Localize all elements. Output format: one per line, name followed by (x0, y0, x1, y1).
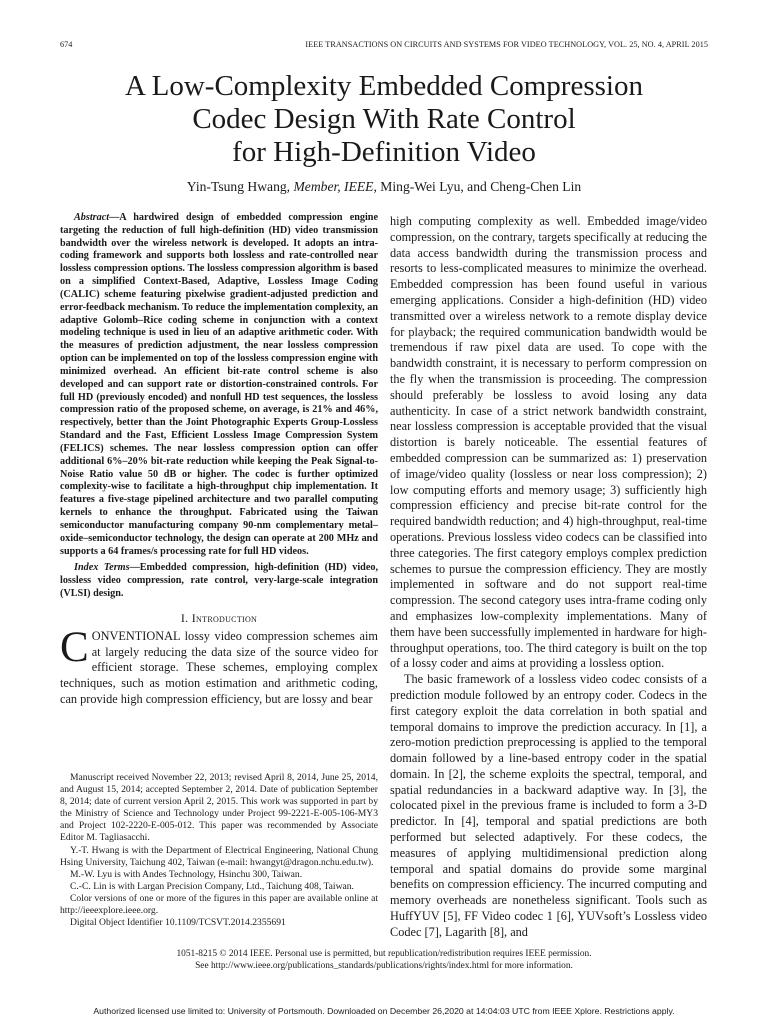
running-head (60, 38, 708, 52)
copyright-notice (60, 948, 708, 973)
abstract-dash: — (109, 212, 120, 223)
intro-text: ONVENTIONAL lossy video compression schemes aim at largely reducing the data size of the source video for efficient storage. These schemes, employing complex techniques, such as motion estimation and arithmetic coding, can provide high compression efficiency, but are lossy and bear (60, 628, 378, 707)
abstract-text: A hardwired design of embedded compression engine targeting the reduction of full high-definition (HD) video transmission bandwidth over the wireless network is developed. It adopts an intra-coding framework and supports both lossless and rate-controlled near lossless compression options. The lossless compression algorithm is based on a simplified Context-Based, Adaptive, Lossless Image Coding (CALIC) scheme featuring pixelwise gradient-adjusted prediction and error-feedback mechanism. To reduce the implementation complexity, an adaptive Golomb–Rice coding scheme in conjunction with a context modeling technique is used in lieu of an adaptive arithmetic coder. With the measures of prediction adjustment, the near lossless compression option can be implemented on top of the lossless compression engine with minimized overhead. An efficient bit-rate control scheme is also developed and can support rate or distortion-constrained controls. For full HD (previously encoded) and nonfull HD test sequences, the lossless compression ratio of the proposed scheme, on average, is 21% and 46%, respectively, better than the Joint Photographic Experts Group-Lossless Standard and the Fast, Efficient Lossless Image Compression System (FELICS) schemes. The near lossless compression option can offer additional 6%–20% bit-rate reduction while keeping the Peak Signal-to-Noise Ratio value 50 dB or higher. The codec is further optimized complexity-wise to facilitate a high-throughput chip implementation. It features a five-stage pipelined architecture and two parallel computing kernels to enhance the throughput. Fabricated using the Taiwan semiconductor manufacturing company 90-nm complementary metal–oxide–semiconductor technology, the design can operate at 200 MHz and supports a 64 frames/s processing rate for full HD videos. (60, 212, 378, 557)
author-list (60, 178, 708, 196)
body-paragraph: high computing complexity as well. Embedded image/video compression, on the contrary, targets specifically at reducing the data access bandwidth during the transmission process and resorts to less-complicated measures to minimize the overhead. Embedded compression has been found useful in various emerging applications. Consider a high-definition (HD) video transmitted over a wireless network to a remote display device for playback; the required communication bandwidth would be tremendous if raw pixel data are used. To cope with the bandwidth constraint, it is necessary to perform compression on the fly when the transmission is proceeding. The compression should preferably be lossless to avoid losing any data authenticity. In case of a strict network bandwidth constraint, near lossless compression is acceptable provided that the visual distortion is barely noticeable. The essential features of embedded compression can be summarized as: 1) preservation of image/video quality (lossless or near loss compression); 2) low computing efforts and memory usage; 3) sufficiently high compression efficiency and precise bit-rate control for the required bandwidth reduction; and 4) high-throughput, real-time operations. Previous lossless video codecs can be classified into three categories. The first category employs complex prediction schemes to pursue the compression efficiency. They are mostly implemented in software and do not support real-time compression. The second category uses intra-frame coding only and emphasizes low-complexity implementations. Many of them have been successfully implemented in hardware for high-throughput operations, too. The third category is built on the top of a lossy coder and aims at providing a lossless option. (390, 214, 707, 671)
footnote: M.-W. Lyu is with Andes Technology, Hsinchu 300, Taiwan. (70, 868, 303, 880)
title-line: A Low-Complexity Embedded Compression (125, 70, 643, 102)
index-terms-label: Index Terms (74, 562, 130, 574)
index-terms (60, 562, 378, 600)
right-column (390, 214, 707, 944)
abstract (60, 212, 378, 558)
author-rest: , Ming-Wei Lyu, and Cheng-Chen Lin (373, 179, 582, 194)
footnote: Color versions of one or more of the figures in this paper are available online at http://ieeexplore.ieee.org. (60, 892, 378, 917)
footnotes (60, 772, 378, 929)
footnote: C.-C. Lin is with Largan Precision Company, Ltd., Taichung 408, Taiwan. (70, 880, 354, 892)
section-heading: I. Introduction (180, 610, 258, 625)
copyright-line: See http://www.ieee.org/publications_standards/publications/rights/index.html for more information. (195, 961, 573, 972)
license-notice: Authorized licensed use limited to: University of Portsmouth. Downloaded on December 26,2020 at 14:04:03 UTC from IEEE Xplore. Restrictions apply. (93, 1006, 675, 1016)
title-line: Codec Design With Rate Control (192, 103, 576, 135)
abstract-label: Abstract (74, 212, 110, 223)
index-terms-text: Embedded compression, high-definition (HD) video, lossless video compression, rate control, very-large-scale integration (VLSI) design. (60, 562, 378, 600)
copyright-line: 1051-8215 © 2014 IEEE. Personal use is permitted, but republication/redistribution requires IEEE permission. (176, 949, 592, 959)
title-line: for High-Definition Video (232, 136, 536, 168)
index-terms-dash: — (129, 562, 140, 574)
author-membership: Member, IEEE (293, 179, 374, 194)
paper-title (60, 70, 708, 169)
body-paragraph: The basic framework of a lossless video codec consists of a prediction module followed by an entropy coder. Codecs in the first category exploit the data correlation in both spatial and temporal domains to improve the prediction accuracy. In [1], a zero-motion prediction preprocessing is applied to the temporal domain followed by a line-based entropy coder in the spatial domain. In [2], the scheme exploits the spectral, temporal, and spatial redundancies in a backward adaptive way. In [3], the colocated pixel in the previous frame is included to form a 3-D predictor. In [4], temporal and spatial predictions are both performed but selected adaptively. For these codecs, the measures of applying multidimensional prediction along temporal and spatial domains do provide some marginal benefits on compression efficiency. The incurred computing and memory overheads are nonetheless significant. Tools such as HuffYUV [5], FF Video codec 1 [6], YUVsoft’s Lossless video Codec [7], Lagarith [8], and (390, 672, 707, 939)
footnote: Y.-T. Hwang is with the Department of Electrical Engineering, National Chung Hsing University, Taichung 402, Taiwan (e-mail: hwangyt@dragon.nchu.edu.tw). (60, 844, 378, 868)
footnote: Manuscript received November 22, 2013; revised April 8, 2014, June 25, 2014, and August 15, 2014; accepted September 2, 2014. Date of publication September 8, 2014; date of current version April 2, 2015. This work was supported in part by the Ministry of Science and Technology under Project 99-2221-E-005-106-MY3 and Project 102-2220-E-005-012. This paper was recommended by Associate Editor M. Tagliasacchi. (60, 772, 378, 844)
author-first: Yin-Tsung Hwang, (186, 179, 294, 194)
footnote: Digital Object Identifier 10.1109/TCSVT.2014.2355691 (70, 917, 286, 929)
drop-cap: C (60, 623, 89, 671)
intro-paragraph (60, 623, 378, 708)
journal-name: IEEE TRANSACTIONS ON CIRCUITS AND SYSTEMS FOR VIDEO TECHNOLOGY, VOL. 25, NO. 4, APRIL 2015 (305, 40, 708, 49)
page-number: 674 (60, 40, 73, 49)
